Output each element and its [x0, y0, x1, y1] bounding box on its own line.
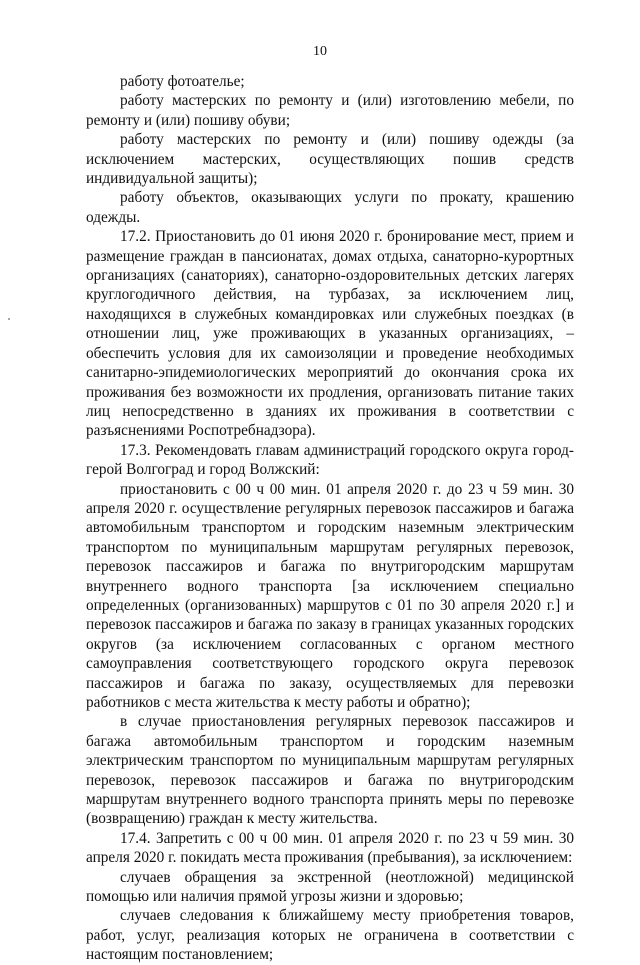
paragraph: работу мастерских по ремонту и (или) пошиву одежды (за исключением мастерских, осуществляющих пошив средств индивидуальной защиты);	[86, 131, 574, 188]
paragraph: случаев обращения за экстренной (неотложной) медицинской помощью или наличия прямой угрозы жизни и здоровью;	[86, 868, 574, 906]
paragraph: в случае приостановления регулярных перевозок пассажиров и багажа автомобильным транспортом и городским наземным электрическим транспортом по муниципальным маршрутам регулярных перевозок, перевозок пассажиров и багажа по внутригородским маршрутам внутреннего водного транспорта принять меры по перевозке (возвращению) граждан к месту жительства.	[86, 713, 574, 828]
paragraph: 17.3. Рекомендовать главам администраций городского округа город-герой Волгоград и город Волжский:	[86, 441, 574, 479]
paragraph: случаев следования к ближайшему месту приобретения товаров, работ, услуг, реализация которых не ограничена в соответствии с настоящим постановлением;	[86, 907, 574, 964]
document-body	[86, 72, 574, 965]
page-number: 10	[313, 44, 327, 59]
scan-speck	[8, 318, 10, 320]
paragraph: 17.4. Запретить с 00 ч 00 мин. 01 апреля 2020 г. по 23 ч 59 мин. 30 апреля 2020 г. покидать места проживания (пребывания), за исключением:	[86, 829, 574, 867]
paragraph: работу мастерских по ремонту и (или) изготовлению мебели, по ремонту и (или) пошиву обуви;	[86, 92, 574, 129]
paragraph: 17.2. Приостановить до 01 июня 2020 г. бронирование мест, прием и размещение граждан в пансионатах, домах отдыха, санаторно-курортных организациях (санаториях), санаторно-оздоровительных детских лагерях круглогодичного действия, на турбазах, за исключением лиц, находящихся в служебных командировках или служебных поездках (в отношении лиц, уже проживающих в указанных организациях, – обеспечить условия для их самоизоляции и проведение необходимых санитарно-эпидемиологических мероприятий до окончания срока их проживания без возможности их продления, организовать питание таких лиц непосредственно в зданиях их проживания в соответствии с разъяснениями Роспотребнадзора).	[86, 228, 574, 440]
paragraph: работу объектов, оказывающих услуги по прокату, крашению одежды.	[86, 189, 574, 226]
paragraph: приостановить с 00 ч 00 мин. 01 апреля 2020 г. до 23 ч 59 мин. 30 апреля 2020 г. осуществление регулярных перевозок пассажиров и багажа автомобильным транспортом и городским наземным электрическим транспортом по муниципальным маршрутам регулярных перевозок, перевозок пассажиров и багажа по внутригородским маршрутам внутреннего водного транспорта [за исключением специально определенных (организованных) маршрутов с 01 по 30 апреля 2020 г.] и перевозок пассажиров и багажа по заказу в границах указанных городских округов (за исключением согласованных с органом местного самоуправления соответствующего городского округа перевозок пассажиров и багажа по заказу, осуществляемых для перевозки работников с места жительства к месту работы и обратно);	[86, 480, 574, 711]
paragraph: работу фотоателье;	[120, 73, 245, 90]
